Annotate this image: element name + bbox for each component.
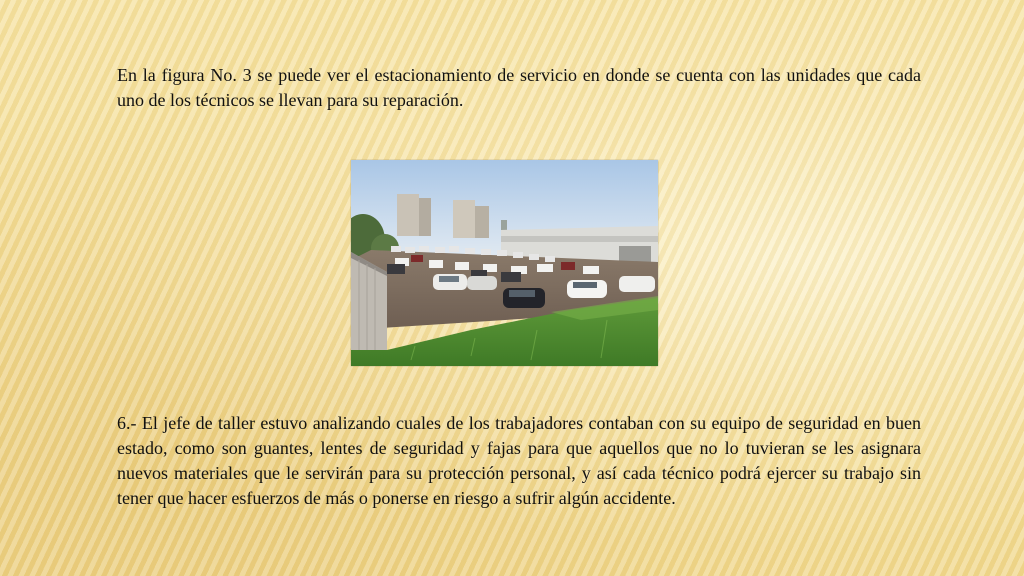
parking-lot-photo [351, 160, 658, 366]
intro-paragraph: En la figura No. 3 se puede ver el estacionamiento de servicio en donde se cuenta con las unidades que cada uno de los técnicos se llevan para su reparación. [117, 65, 921, 110]
item-6-paragraph: 6.- El jefe de taller estuvo analizando cuales de los trabajadores contaban con su equipo de seguridad en buen estado, como son guantes, lentes de seguridad y fajas para que aquellos que no lo tuvieran se les asignara nuevos materiales que le servirán para su protección personal, y así cada técnico podrá ejercer su trabajo sin tener que hacer esfuerzos de más o ponerse en riesgo a sufrir algún accidente. [117, 413, 921, 508]
